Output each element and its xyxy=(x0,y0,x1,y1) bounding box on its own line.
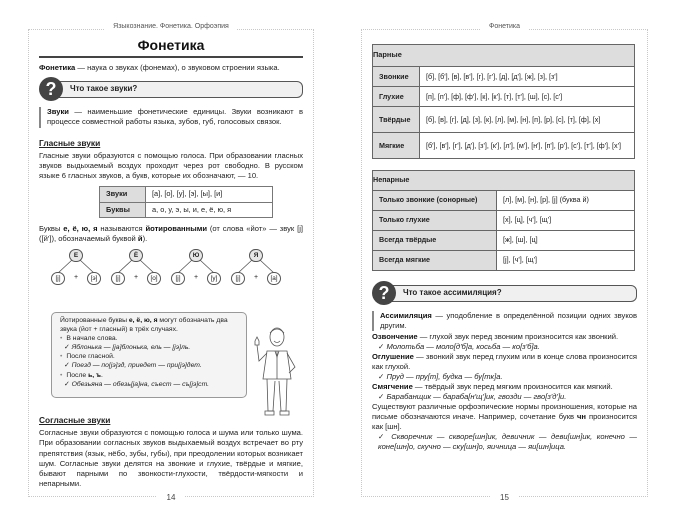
unpaired-consonants-table xyxy=(372,170,635,271)
plus-sign: + xyxy=(133,274,139,282)
devoicing-example: ✓ Пруд — пру[т], будка — бу[тк]а. xyxy=(372,372,637,382)
yot-letter: Е xyxy=(69,249,83,262)
yot-letter: Я xyxy=(249,249,263,262)
row-header: Всегда твёрдые xyxy=(373,231,497,251)
yot-sound: [j] xyxy=(231,272,245,285)
voicing-definition: Озвончение — глухой звук перед звонким произносится как звонкий. xyxy=(372,332,619,341)
row-header: Буквы xyxy=(100,202,146,217)
row-header: Только звонкие (сонорные) xyxy=(373,191,497,211)
row-value: [б], [в], [г], [д], [з], [к], [л], [м], [н], [п], [р], [с], [т], [ф], [х] xyxy=(420,107,635,133)
table-row xyxy=(373,211,635,231)
question-bar-assimilation xyxy=(372,283,637,305)
table-row xyxy=(373,133,635,159)
table-row xyxy=(100,187,273,202)
vowels-text: Гласные звуки образуются с помощью голоса. При образовании гласных звуков выдыхаемый воздух проходит через рот свободно. В русском языке 6 гласных звуков, а букв, которые их обозначают, — 10. xyxy=(39,150,303,181)
case-example: ✓ Обезьяна — обезь[ja]на, съест — съ[jэ]ст. xyxy=(60,380,238,389)
vowel-sound: [о] xyxy=(147,272,161,285)
yot-group xyxy=(103,248,169,288)
yot-letter: Ё xyxy=(129,249,143,262)
consonants-heading: Согласные звуки xyxy=(39,415,111,425)
case-label: • В начале слова. xyxy=(60,334,238,343)
question-text: Что такое звуки? xyxy=(51,81,303,98)
row-header: Всегда мягкие xyxy=(373,251,497,271)
row-value: [б], [б'], [в], [в'], [г], [г'], [д], [д'], [ж], [з], [з'] xyxy=(420,67,635,87)
plus-sign: + xyxy=(193,274,199,282)
row-value: [j], [ч'], [щ'] xyxy=(497,251,635,271)
consonants-text: Согласные звуки образуются с помощью голоса и шума или только шума. При образовании согласных звуков выдыхаемый воздух встречает во рту препятствия (язык, нёбо, зубы, губы), при преодолении которых возникает шум. Согласные звуки делятся на звонкие и глухие, твёрдые и мягкие, бывают парными по звонкости-глухости, твёрдости-мягкости и непарными. xyxy=(39,428,303,489)
table-row xyxy=(373,67,635,87)
case-label: • После гласной. xyxy=(60,352,238,361)
vowel-sound: [у] xyxy=(207,272,221,285)
row-value: [а], [о], [у], [э], [ы], [и] xyxy=(146,187,273,202)
case-example: ✓ Поезд — по[jэ]зд, приедет — при[jэ]дет. xyxy=(60,361,238,370)
row-header: Только глухие xyxy=(373,211,497,231)
iotated-note-box xyxy=(51,312,247,398)
yot-group xyxy=(223,248,289,288)
row-value: [ж], [ш], [ц] xyxy=(497,231,635,251)
yot-diagram xyxy=(39,248,303,288)
question-mark-icon: ? xyxy=(39,77,63,101)
row-header: Твёрдые xyxy=(373,107,420,133)
phonetics-definition: Фонетика — наука о звуках (фонемах), о звуковом строении языка. xyxy=(39,63,280,72)
iotated-text: Буквы е, ё, ю, я называются йотированными (от слова «йот» — звук [j] ([й']), обозначаемый буквой й). xyxy=(39,223,304,244)
row-header: Звуки xyxy=(100,187,146,202)
assimilation-section xyxy=(372,311,637,452)
row-value: [п], [п'], [ф], [ф'], [к], [к'], [т], [т'], [ш], [с], [с'] xyxy=(420,87,635,107)
yot-sound: [j] xyxy=(51,272,65,285)
case-example: ✓ Яблонька — [ja]блонька, ель — [jэ]ль. xyxy=(60,343,238,352)
right-page-content xyxy=(372,36,637,452)
row-value: [л], [м], [н], [р], [j] (буква й) xyxy=(497,191,635,211)
left-page-content xyxy=(39,36,303,292)
voicing-example: ✓ Молотьба — моло[д'б]а, косьба — ко[з'б]а. xyxy=(372,342,637,352)
yot-letter: Ю xyxy=(189,249,203,262)
note-intro: Йотированные буквы е, ё, ю, я могут обозначать два звука (йот + гласный) в трёх случаях. xyxy=(60,317,228,334)
row-value: [б'], [в'], [г'], [д'], [з'], [к'], [л'], [м'], [н'], [п'], [р'], [с'], [т'], [ф'], [х'] xyxy=(420,133,635,159)
table-row xyxy=(373,87,635,107)
orthoepy-example: ✓ Скворечник — скворе[шн]ик, девичник — деви[шн]ик, конечно — коне[шн]о, скучно — ску[шн]о, яичница — яи[шн]ица. xyxy=(372,432,637,452)
row-header: Мягкие xyxy=(373,133,420,159)
row-header: Глухие xyxy=(373,87,420,107)
table-row xyxy=(373,107,635,133)
softening-example: ✓ Барабанщик — бараба[н'щ']ик, гвозди — гво[з'д']и. xyxy=(372,392,637,402)
yot-group xyxy=(163,248,229,288)
question-bar-sounds xyxy=(39,79,303,101)
running-head: Фонетика xyxy=(362,23,647,30)
devoicing-definition: Оглушение — звонкий звук перед глухим или в конце слова произносится как глухой. xyxy=(372,352,637,371)
row-value: [х], [ц], [ч'], [щ'] xyxy=(497,211,635,231)
sounds-definition: Звуки — наименьшие фонетические единицы. Звуки возникают в процессе совместной работы языка, зубов, губ, голосовых связок. xyxy=(39,107,303,127)
plus-sign: + xyxy=(253,274,259,282)
page-title: Фонетика xyxy=(39,36,303,58)
table-row xyxy=(373,251,635,271)
teacher-illustration xyxy=(251,323,307,421)
table-title: Парные xyxy=(373,45,635,67)
table-row xyxy=(100,202,273,217)
case-label: • После ь, ъ. xyxy=(60,371,238,380)
page-number: 15 xyxy=(362,493,647,502)
paired-consonants-table xyxy=(372,44,635,159)
consonants-section xyxy=(39,411,303,489)
running-head: Языкознание. Фонетика. Орфоэпия xyxy=(29,23,313,30)
question-mark-icon: ? xyxy=(372,281,396,305)
vowel-sound: [а] xyxy=(267,272,281,285)
vowel-table xyxy=(99,186,273,217)
right-page xyxy=(361,23,648,502)
table-title: Непарные xyxy=(373,171,635,191)
row-header: Звонкие xyxy=(373,67,420,87)
table-row xyxy=(373,191,635,211)
yot-group xyxy=(43,248,109,288)
orthoepy-text: Существуют различные орфоэпические нормы произношения, которые на письме обозначаются иначе. Например, сочетание букв чн произносится как [шн]. xyxy=(372,402,638,431)
left-page xyxy=(28,23,314,502)
vowels-heading: Гласные звуки xyxy=(39,137,101,148)
assimilation-definition: Ассимиляция — уподобление в определённой позиции одних звуков другим. xyxy=(372,311,637,331)
table-row xyxy=(373,231,635,251)
softening-definition: Смягчение — твёрдый звук перед мягким произносится как мягкий. xyxy=(372,382,613,391)
row-value: а, о, у, э, ы, и, е, ё, ю, я xyxy=(146,202,273,217)
yot-sound: [j] xyxy=(111,272,125,285)
plus-sign: + xyxy=(73,274,79,282)
vowel-sound: [э] xyxy=(87,272,101,285)
page-number: 14 xyxy=(29,493,313,502)
yot-sound: [j] xyxy=(171,272,185,285)
question-text: Что такое ассимиляция? xyxy=(384,285,637,302)
